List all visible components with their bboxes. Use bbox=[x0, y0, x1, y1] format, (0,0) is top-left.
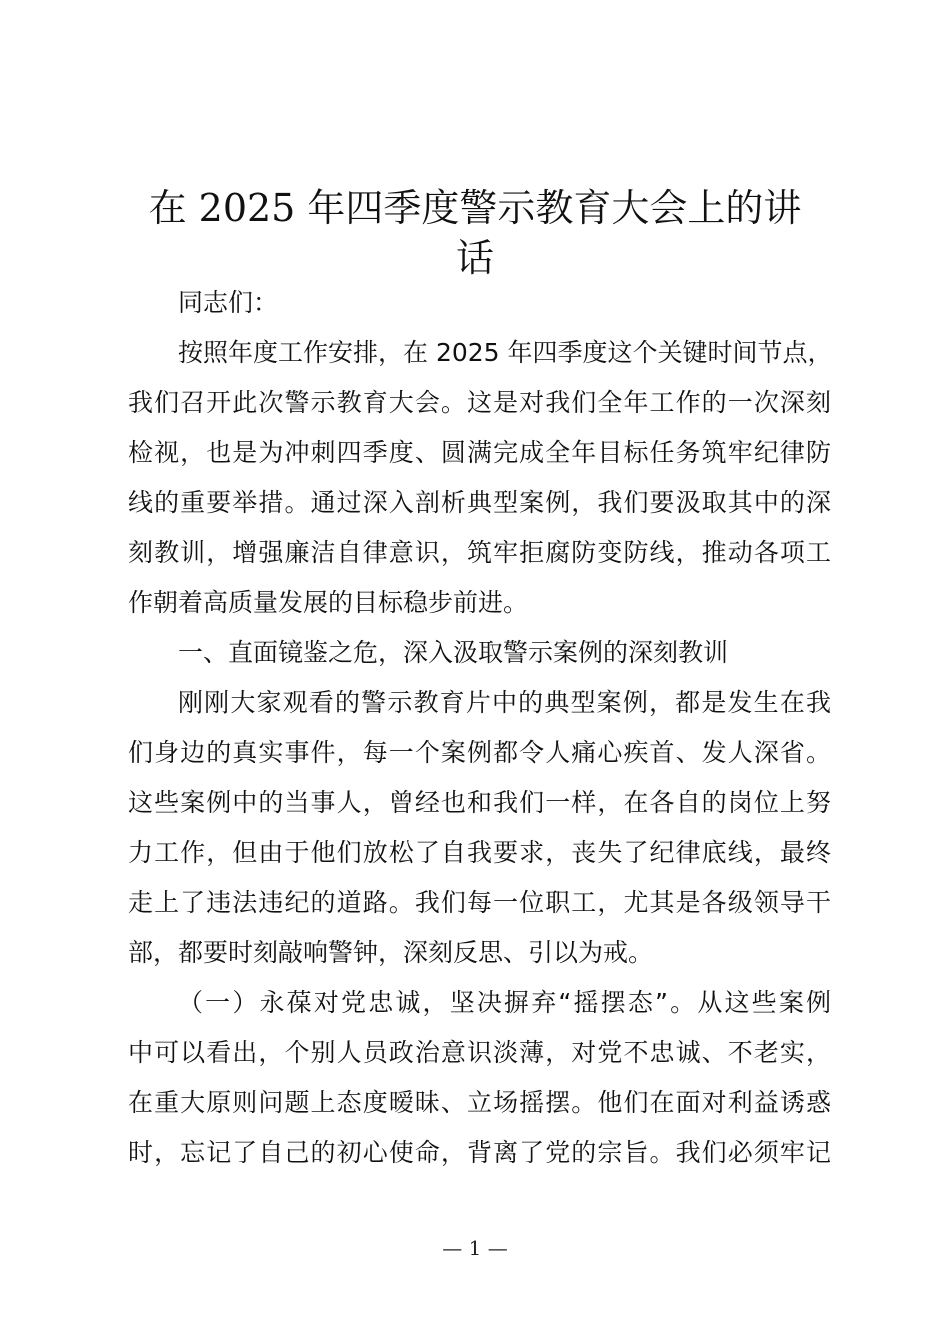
text-line: 走上了违法违纪的道路。我们每一位职工，尤其是各级领导干 bbox=[128, 888, 831, 917]
text-line: 作朝着高质量发展的目标稳步前进。 bbox=[128, 588, 529, 617]
paragraph bbox=[128, 678, 831, 978]
text-line: 我们召开此次警示教育大会。这是对我们全年工作的一次深刻 bbox=[128, 388, 831, 417]
title-line-2: 话 bbox=[455, 236, 494, 280]
paragraph bbox=[128, 978, 831, 1178]
section-heading bbox=[128, 628, 831, 678]
document-title bbox=[100, 183, 850, 283]
text-line: 检视，也是为冲刺四季度、圆满完成全年目标任务筑牢纪律防 bbox=[128, 438, 831, 467]
text-line: 部，都要时刻敲响警钟，深刻反思、引以为戒。 bbox=[128, 938, 654, 967]
paragraph bbox=[128, 328, 831, 628]
text-line: 刻教训，增强廉洁自律意识，筑牢拒腐防变防线，推动各项工 bbox=[128, 538, 831, 567]
text-line: 这些案例中的当事人，曾经也和我们一样，在各自的岗位上努 bbox=[128, 788, 831, 817]
text-line: 刚刚大家观看的警示教育片中的典型案例，都是发生在我 bbox=[178, 688, 831, 717]
text-line: 按照年度工作安排，在 2025 年四季度这个关键时间节点， bbox=[178, 338, 833, 367]
text-line: 在重大原则问题上态度暧昧、立场摇摆。他们在面对利益诱惑 bbox=[128, 1088, 831, 1117]
text-line: 线的重要举措。通过深入剖析典型案例，我们要汲取其中的深 bbox=[128, 488, 831, 517]
text-line: 一、直面镜鉴之危，深入汲取警示案例的深刻教训 bbox=[178, 638, 729, 667]
text-line: 时，忘记了自己的初心使命，背离了党的宗旨。我们必须牢记 bbox=[128, 1138, 831, 1167]
text-line: （一）永葆对党忠诚，坚决摒弃“摇摆态”。从这些案例 bbox=[178, 988, 831, 1017]
text-line: 中可以看出，个别人员政治意识淡薄，对党不忠诚、不老实， bbox=[128, 1038, 831, 1067]
text-line: 们身边的真实事件，每一个案例都令人痛心疾首、发人深省。 bbox=[128, 738, 831, 767]
document-body bbox=[128, 278, 831, 1178]
salutation: 同志们： bbox=[178, 288, 279, 317]
title-line-1: 在 2025 年四季度警示教育大会上的讲 bbox=[148, 186, 802, 230]
page-number: — 1 — bbox=[442, 1236, 508, 1260]
text-line: 力工作，但由于他们放松了自我要求，丧失了纪律底线，最终 bbox=[128, 838, 831, 867]
